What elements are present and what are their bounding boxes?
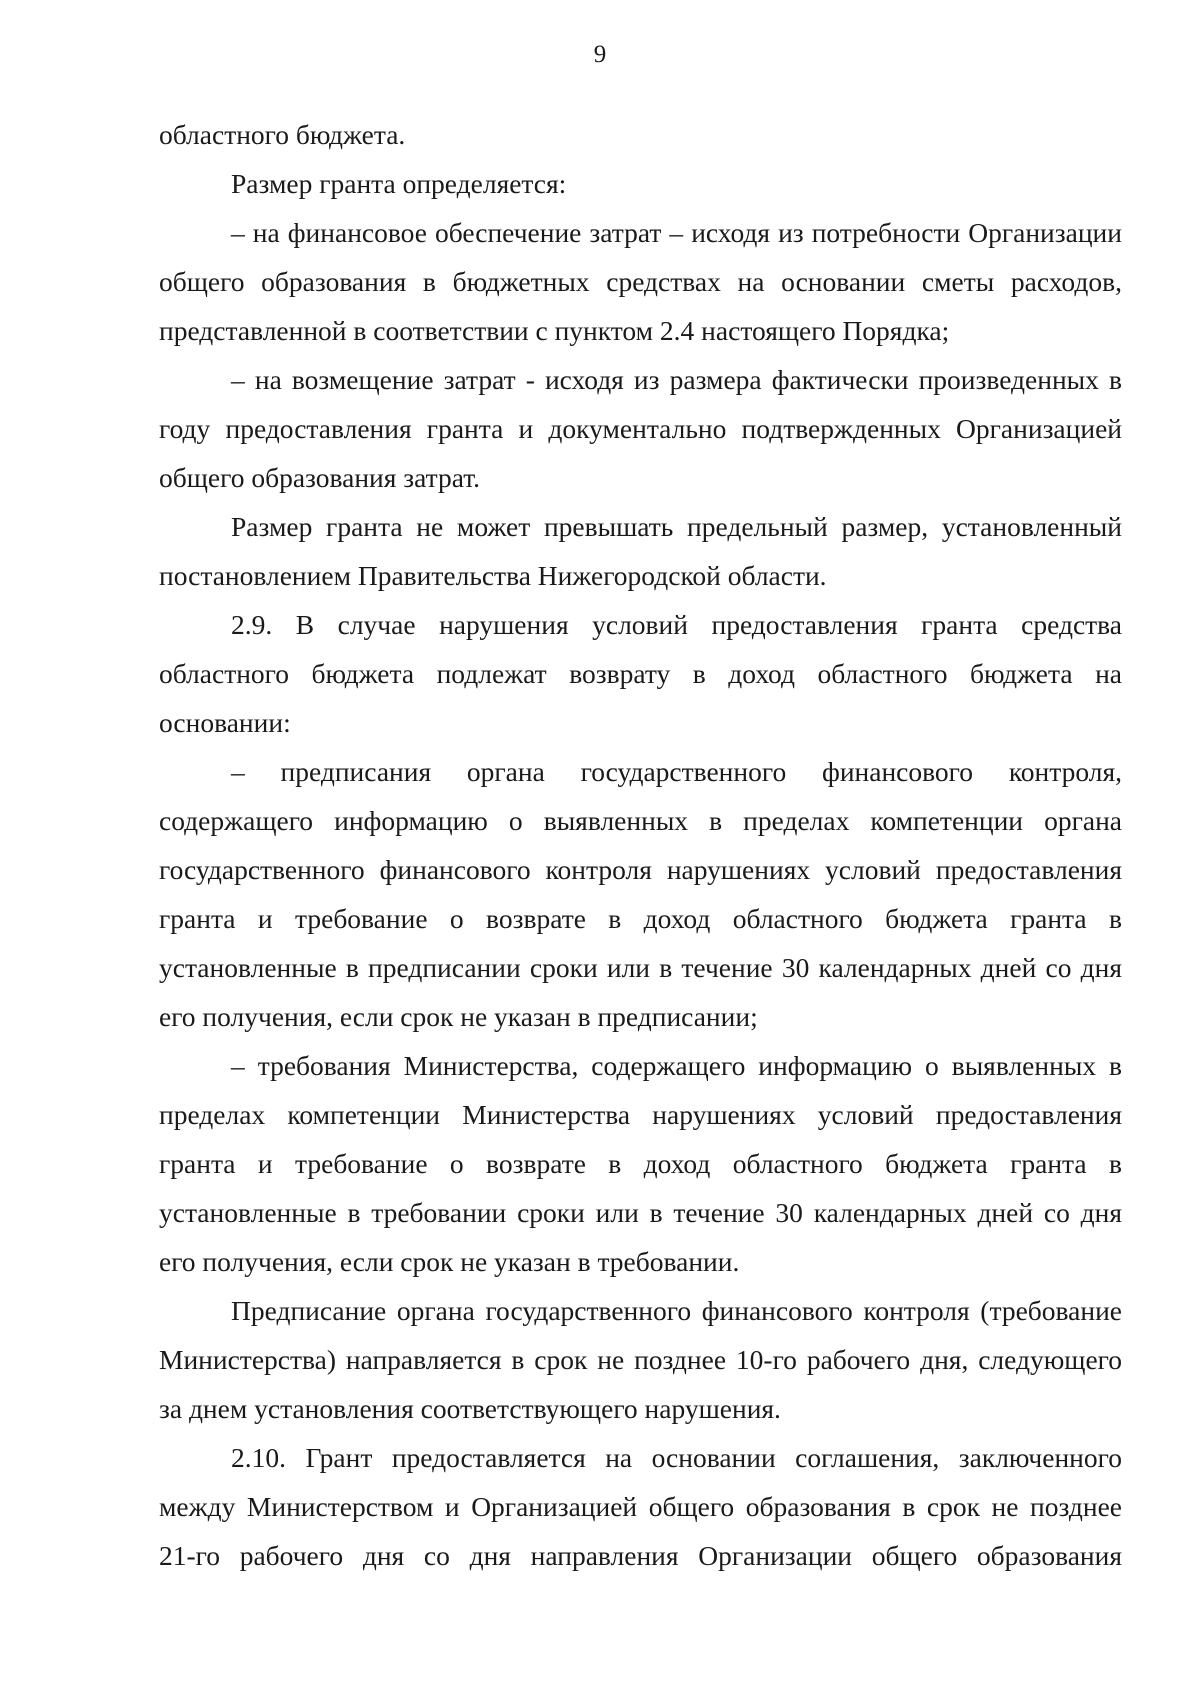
paragraph: – на возмещение затрат - исходя из размера фактически произведенных в году предоставления гранта и документально подтвержденных Организацией общего образования затрат. bbox=[159, 364, 1122, 493]
page-number: 9 bbox=[593, 41, 607, 68]
paragraph: 2.9. В случае нарушения условий предоставления гранта средства областного бюджета подлежат возврату в доход областного бюджета на основании: bbox=[159, 609, 1122, 738]
paragraph: Размер гранта не может превышать предельный размер, установленный постановлением Правительства Нижегородской области. bbox=[159, 511, 1122, 591]
paragraph: 2.10. Грант предоставляется на основании соглашения, заключенного между Министерством и Организацией общего образования в срок не позднее 21-го рабочего дня со дня направления Организации общего образования bbox=[159, 1442, 1122, 1571]
document-body bbox=[159, 110, 1122, 1580]
paragraph: – требования Министерства, содержащего информацию о выявленных в пределах компетенции Министерства нарушениях условий предоставления гранта и требование о возврате в доход областного бюджета гранта в установленные в требовании сроки или в течение 30 календарных дней со дня его получения, если срок не указан в требовании. bbox=[159, 1050, 1122, 1277]
paragraph: Размер гранта определяется: bbox=[231, 168, 567, 199]
paragraph: – на финансовое обеспечение затрат – исходя из потребности Организации общего образования в бюджетных средствах на основании сметы расходов, представленной в соответствии с пунктом 2.4 настоящего Порядка; bbox=[159, 217, 1122, 346]
paragraph: Предписание органа государственного финансового контроля (требование Министерства) направляется в срок не позднее 10-го рабочего дня, следующего за днем установления соответствующего нарушения. bbox=[159, 1295, 1122, 1424]
paragraph: – предписания органа государственного финансового контроля, содержащего информацию о выявленных в пределах компетенции органа государственного финансового контроля нарушениях условий предоставления гранта и требование о возврате в доход областного бюджета гранта в установленные в предписании сроки или в течение 30 календарных дней со дня его получения, если срок не указан в предписании; bbox=[159, 756, 1122, 1032]
paragraph: областного бюджета. bbox=[159, 119, 406, 150]
